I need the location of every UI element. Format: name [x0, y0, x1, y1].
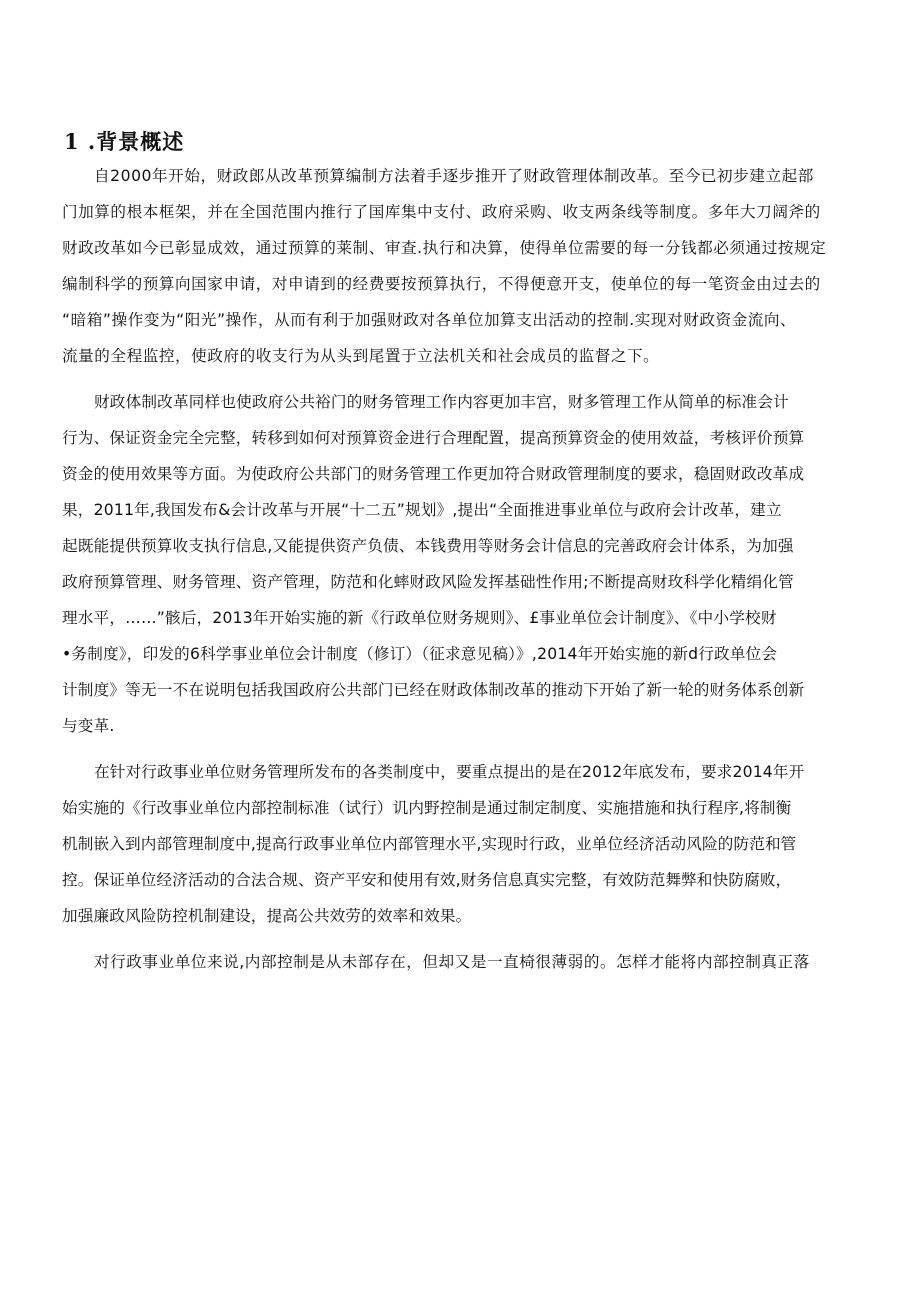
paragraph-2: [62, 384, 862, 744]
text-line: 理水平，……”骸后，2013年开始实施的新《行政单位财务规则》、£事业单位会计制度》、《中小学校财: [62, 609, 777, 627]
text-line: 政府预算管理、财务管理、资产管理，防范和化蟀财政风险发挥基础性作用;不断提高财玫科学化精绢化管: [62, 573, 794, 591]
text-line: 果，2011年,我国发布&会计改革与开展“十二五”规划》,提出“全面推进事业单位与政府会计改革，建立: [62, 501, 782, 519]
text-line: 财政体制改革同样也使政府公共裕门的财务管理工作内容更加丰宫，财多管理工作从简单的标准会计: [94, 393, 789, 411]
text-line: 流量的全程监控，使政府的收支行为从头到尾置于立法机关和社会成员的监督之下。: [62, 347, 660, 365]
text-line: 门加算的根本框架，并在全国范围内推行了国库集中支付、政府采购、收支两条线等制度。多年大刀阔斧的: [62, 203, 821, 221]
text-line: 起既能提供预算收支执行信息,又能提供资产负债、本钱费用等财务会计信息的完善政府会计体系，为加强: [62, 537, 794, 555]
paragraph-1: [62, 158, 862, 374]
text-line: 控。保证单位经济活动的合法合规、资产平安和使用有效,财务信息真实完整，有效防范舞弊和快防腐败，: [62, 871, 792, 889]
text-line: 与变革.: [62, 717, 115, 735]
text-line: 编制科学的预算向国家申请，对申请到的经费要按预算执行，不得便意开支，使单位的每一笔资金由过去的: [62, 275, 821, 293]
paragraph-4: [62, 944, 862, 980]
text-line: 自2000年开始，财政郎从改革预算编制方法着手逐步推开了财政管理体制改革。至今已初步建立起部: [94, 167, 814, 185]
text-line: 财政改革如今已彰显成效，通过预算的莱制、审查.执行和决算，使得单位需要的每一分钱都必须通过按规定: [62, 239, 827, 257]
paragraph-3: [62, 754, 862, 934]
text-line: 始实施的《行改事业单位内部控制标准（试行）讥内野控制是通过制定制度、实施措施和执行程序,将制衡: [62, 799, 792, 817]
text-line: 对行政事业单位来说,内部控制是从未部存在，但却又是一直椅很薄弱的。怎样才能将内部控制真正落: [94, 953, 810, 971]
text-line: 在针对行政事业单位财务管理所发布的各类制度中，要重点提出的是在2012年底发布，要求2014年开: [94, 763, 805, 781]
text-line: 加强廉政风险防控机制建设，提高公共效劳的效率和效果。: [62, 907, 472, 925]
text-line: 计制度》等无一不在说明包括我国政府公共部门已经在财政体制改革的推动下开始了新一轮的财务体系创新: [62, 681, 805, 699]
text-line: 行为、保证资金完全完整，转移到如何对预算资金进行合理配置，提高预算资金的使用效益，考核评价预算: [62, 429, 805, 447]
section-heading: 1 .背景概述: [64, 129, 185, 154]
text-line: “暗箱”操作变为“阳光”操作，从而有利于加强财政对各单位加算支出活动的控制.实现对财政资金流向、: [62, 311, 797, 329]
body-text: [62, 158, 862, 990]
text-line: 机制嵌入到内部管理制度中,提高行政事业单位内部管理水平,实现时行政，业单位经济活动风险的防范和管: [62, 835, 797, 853]
text-line: •务制度》，印发的6科学事业单位会计制度（修订）（征求意见稿）》,2014年开始实施的新d行政单位会: [62, 645, 778, 663]
text-line: 资金的使用效果等方面。为使政府公共部门的财务管理工作更加符合财政管理制度的要求，稳固财政改革成: [62, 465, 805, 483]
